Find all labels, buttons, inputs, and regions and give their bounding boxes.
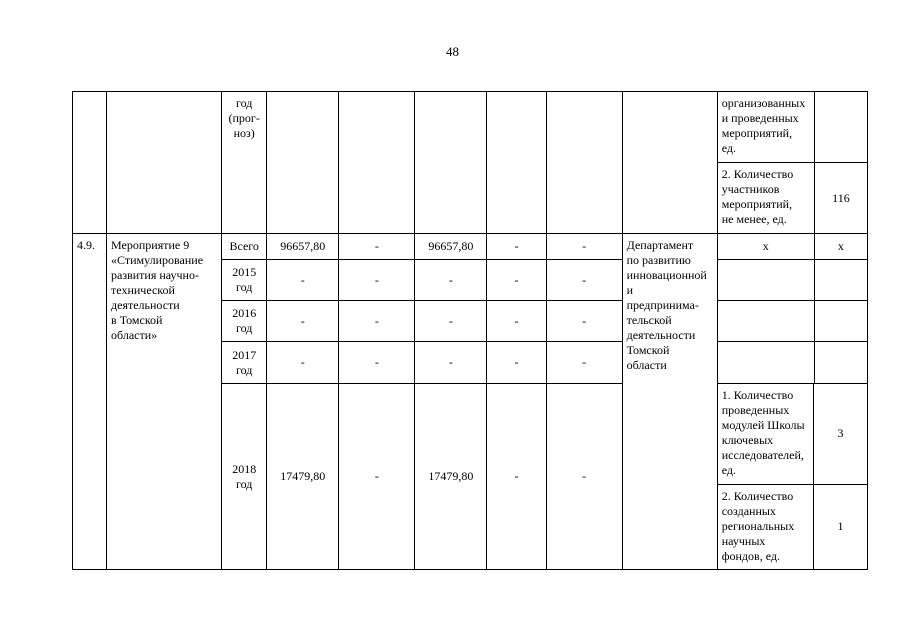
measure-name: Мероприятие 9 «Стимулирование развития научно- технической деятельности в Томской области»: [107, 234, 222, 570]
federal-cell: -: [339, 260, 415, 301]
other-cell: -: [546, 260, 622, 301]
other-cell: -: [546, 384, 622, 570]
federal-cell: -: [339, 301, 415, 342]
regional-cell: -: [415, 342, 487, 384]
other-cell: -: [546, 301, 622, 342]
total-cell: 17479,80: [267, 384, 339, 570]
page-number: 48: [446, 44, 459, 59]
regional-cell: 96657,80: [415, 234, 487, 260]
total-cell: -: [267, 301, 339, 342]
indicator-name: [717, 342, 814, 384]
indicator-name: 1. Количество проведенных модулей Школы ключевых исследователей, ед.: [718, 384, 814, 484]
period-cell: 2016 год: [222, 301, 267, 342]
indicator-name: 2. Количество созданных региональных научных фондов, ед.: [718, 484, 814, 569]
federal-cell: -: [339, 342, 415, 384]
measures-table: [72, 91, 868, 570]
total-cell: -: [267, 260, 339, 301]
indicator-value: 1: [814, 484, 867, 569]
indicator-value: 116: [814, 163, 867, 234]
indicator-value: х: [814, 234, 867, 260]
period-cell: год (прог- ноз): [222, 92, 267, 234]
regional-cell: -: [415, 301, 487, 342]
period-cell: 2017 год: [222, 342, 267, 384]
empty-name-cell: [107, 92, 222, 234]
other-cell: -: [546, 342, 622, 384]
empty-other-cell: [546, 92, 622, 234]
total-cell: -: [267, 342, 339, 384]
total-cell: 96657,80: [267, 234, 339, 260]
indicator-value: 3: [814, 384, 867, 484]
local-cell: -: [487, 384, 546, 570]
empty-executor-cell: [622, 92, 717, 234]
row-total: [73, 234, 868, 260]
empty-regional-cell: [415, 92, 487, 234]
local-cell: -: [487, 342, 546, 384]
executor: Департамент по развитию инновационной и предпринима- тельской деятельности Томской области: [622, 234, 717, 570]
indicator-row-1: [718, 384, 867, 484]
indicator-value: [814, 342, 867, 384]
indicator-row-2: [718, 484, 867, 569]
indicator-value: [814, 260, 867, 301]
indicator-subgrid-cell: [717, 384, 867, 570]
indicator-name: организованных и проведенных мероприятий, ед.: [717, 92, 814, 163]
indicator-name: 2. Количество участников мероприятий, не менее, ед.: [717, 163, 814, 234]
indicator-name: [717, 260, 814, 301]
measure-number: 4.9.: [73, 234, 107, 570]
empty-local-cell: [487, 92, 546, 234]
empty-total-cell: [267, 92, 339, 234]
indicator-name: х: [717, 234, 814, 260]
indicator-subgrid: [718, 384, 867, 569]
indicator-value: [814, 301, 867, 342]
regional-cell: 17479,80: [415, 384, 487, 570]
regional-cell: -: [415, 260, 487, 301]
empty-number-cell: [73, 92, 107, 234]
empty-federal-cell: [339, 92, 415, 234]
period-cell: 2015 год: [222, 260, 267, 301]
continuation-row-1: [73, 92, 868, 163]
local-cell: -: [487, 301, 546, 342]
period-cell: Всего: [222, 234, 267, 260]
other-cell: -: [546, 234, 622, 260]
federal-cell: -: [339, 384, 415, 570]
local-cell: -: [487, 260, 546, 301]
indicator-value: [814, 92, 867, 163]
federal-cell: -: [339, 234, 415, 260]
period-cell: 2018 год: [222, 384, 267, 570]
indicator-name: [717, 301, 814, 342]
local-cell: -: [487, 234, 546, 260]
